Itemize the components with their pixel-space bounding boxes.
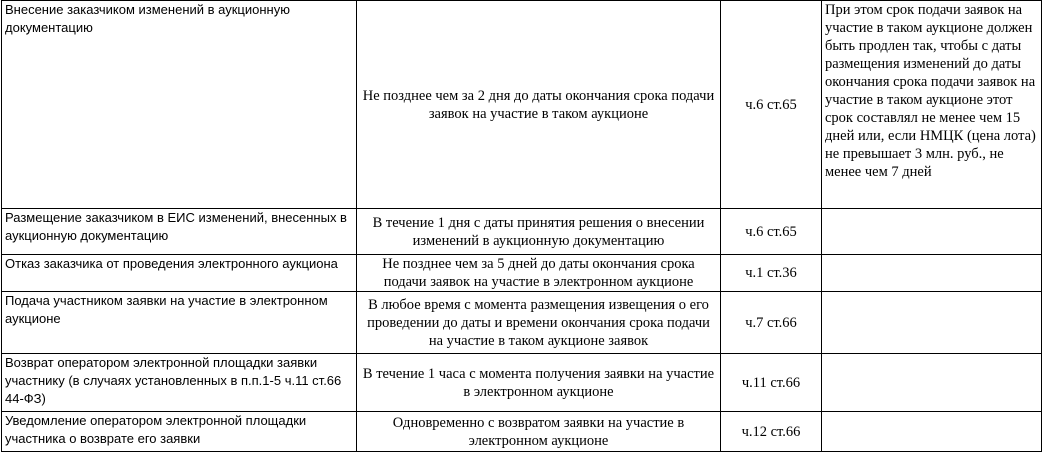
reference-cell: ч.12 ст.66 [721,412,822,452]
deadline-cell: Не позднее чем за 5 дней до даты окончания срока подачи заявок на участие в электронном аукционе [357,255,721,292]
procedure-deadlines-table [1,0,1042,452]
table-row [2,1,1042,209]
note-cell [822,412,1042,452]
reference-cell: ч.6 ст.65 [721,209,822,255]
event-cell: Уведомление оператором электронной площадки участника о возврате его заявки [2,412,357,452]
note-cell [822,255,1042,292]
note-cell: При этом срок подачи заявок на участие в таком аукционе должен быть продлен так, чтобы с даты размещения изменений до даты окончания срока подачи заявок на участие в таком аукционе этот срок составлял не менее чем 15 дней или, если НМЦК (цена лота) не превышает 3 млн. руб., не менее чем 7 дней [822,1,1042,209]
reference-cell: ч.7 ст.66 [721,292,822,354]
table-row [2,412,1042,452]
table-row [2,292,1042,354]
note-cell [822,209,1042,255]
deadline-cell: В любое время с момента размещения извещения о его проведении до даты и времени окончания срока подачи на участие в таком аукционе заявок [357,292,721,354]
table-row [2,354,1042,412]
event-cell: Подача участником заявки на участие в электронном аукционе [2,292,357,354]
reference-cell: ч.1 ст.36 [721,255,822,292]
event-cell: Размещение заказчиком в ЕИС изменений, внесенных в аукционную документацию [2,209,357,255]
deadline-cell: В течение 1 часа с момента получения заявки на участие в электронном аукционе [357,354,721,412]
reference-cell: ч.6 ст.65 [721,1,822,209]
reference-cell: ч.11 ст.66 [721,354,822,412]
event-cell: Возврат оператором электронной площадки заявки участнику (в случаях установленных в п.п.1-5 ч.11 ст.66 44-ФЗ) [2,354,357,412]
table-row [2,255,1042,292]
event-cell: Отказ заказчика от проведения электронного аукциона [2,255,357,292]
event-cell: Внесение заказчиком изменений в аукционную документацию [2,1,357,209]
deadline-cell: В течение 1 дня с даты принятия решения о внесении изменений в аукционную документацию [357,209,721,255]
table-row [2,209,1042,255]
note-cell [822,292,1042,354]
deadline-cell: Одновременно с возвратом заявки на участие в электронном аукционе [357,412,721,452]
note-cell [822,354,1042,412]
deadline-cell: Не позднее чем за 2 дня до даты окончания срока подачи заявок на участие в таком аукционе [357,1,721,209]
